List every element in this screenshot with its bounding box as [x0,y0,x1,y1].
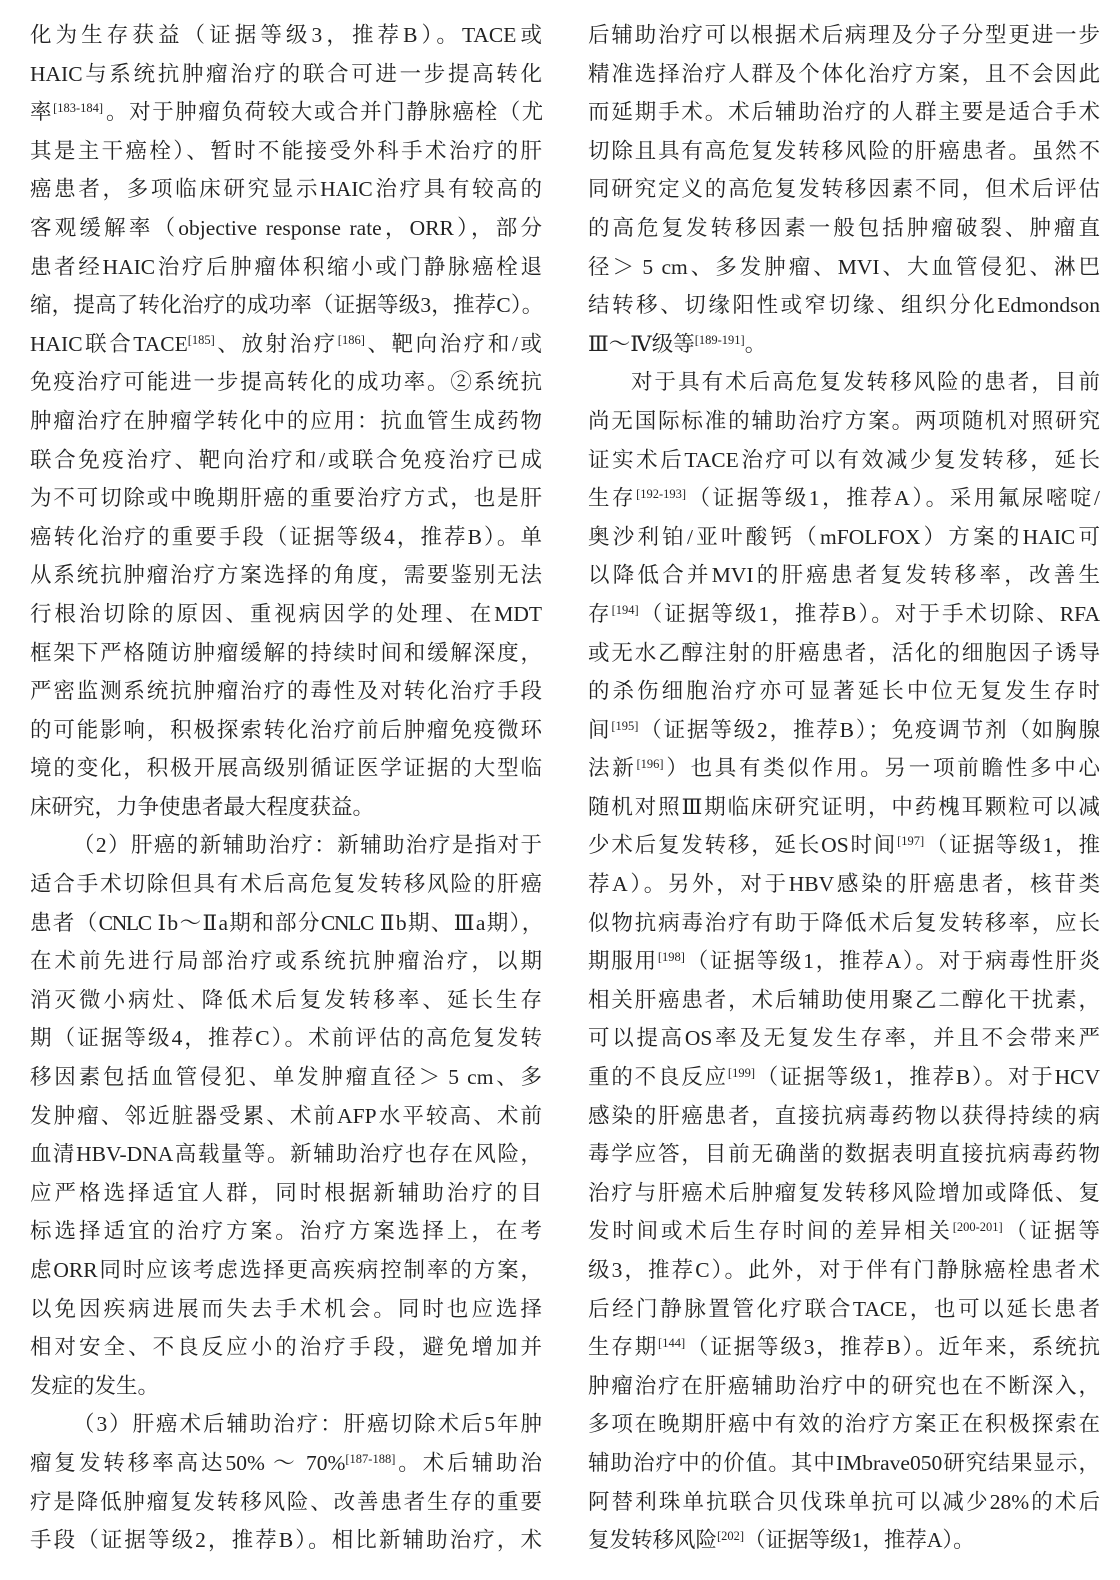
text-line: 客观缓解率（objective response rate，ORR），部分 [30,215,542,240]
text-line: 框架下严格随访肿瘤缓解的持续时间和缓解深度， [30,640,542,665]
text-line: 生存[192-193]（证据等级1，推荐A）。采用氟尿嘧啶/ [588,486,1100,511]
text-line: 消灭微小病灶、降低术后复发转移率、延长生存 [30,987,542,1012]
text-line: 切除且具有高危复发转移风险的肝癌患者。虽然不 [588,138,1100,163]
text-line: 相对安全、不良反应小的治疗手段，避免增加并 [30,1335,542,1360]
text-line: 同研究定义的高危复发转移因素不同，但术后评估 [588,177,1100,202]
text-line: 生存期[144]（证据等级3，推荐B）。近年来，系统抗 [588,1335,1100,1360]
text-line: 治疗与肝癌术后肿瘤复发转移风险增加或降低、复 [588,1180,1100,1205]
text-line: 标选择适宜的治疗方案。治疗方案选择上，在考 [30,1219,542,1244]
right-text-column [588,16,1100,1580]
text-line: 而延期手术。术后辅助治疗的人群主要是适合手术 [588,100,1100,125]
text-line: （3）肝癌术后辅助治疗：肝癌切除术后5年肿 [73,1412,542,1437]
text-line: 存[194]（证据等级1，推荐B）。对于手术切除、RFA [588,601,1100,626]
text-line: 率[183-184]。对于肿瘤负荷较大或合并门静脉癌栓（尤 [30,100,542,125]
text-line: 毒学应答，目前无确凿的数据表明直接抗病毒药物 [588,1142,1100,1167]
text-line: 可以提高OS率及无复发生存率，并且不会带来严 [588,1026,1100,1051]
text-line: 患者（CNLC Ⅰb～Ⅱa期和部分CNLC Ⅱb期、Ⅲa期）， [30,910,542,935]
text-line: 法新[196]）也具有类似作用。另一项前瞻性多中心 [588,756,1100,781]
text-line: 应严格选择适宜人群，同时根据新辅助治疗的目 [30,1180,542,1205]
text-line: 从系统抗肿瘤治疗方案选择的角度，需要鉴别无法 [30,563,542,588]
reference-superscript: [196] [636,757,664,772]
text-line: 血清HBV-DNA高载量等。新辅助治疗也存在风险， [30,1142,542,1167]
text-line: 适合手术切除但具有术后高危复发转移风险的肝癌 [30,872,542,897]
text-line: 以降低合并MVI的肝癌患者复发转移率，改善生 [588,563,1100,588]
text-line: 随机对照Ⅲ期临床研究证明，中药槐耳颗粒可以减 [588,794,1100,819]
reference-superscript: [202] [717,1529,745,1544]
text-line: 行根治切除的原因、重视病因学的处理、在MDT [30,601,542,626]
text-line: 的可能影响，积极探索转化治疗前后肿瘤免疫微环 [30,717,542,742]
text-line: 患者经HAIC治疗后肿瘤体积缩小或门静脉癌栓退 [30,254,542,279]
text-line: 后辅助治疗可以根据术后病理及分子分型更进一步 [588,23,1100,47]
text-line: 疗是降低肿瘤复发转移风险、改善患者生存的重要 [30,1489,542,1514]
text-line: 级3，推荐C）。此外，对于伴有门静脉癌栓患者术 [588,1258,1100,1282]
text-line: 癌转化治疗的重要手段（证据等级4，推荐B）。单 [30,524,542,549]
text-line: 境的变化，积极开展高级别循证医学证据的大型临 [30,756,542,781]
text-line: 手段（证据等级2，推荐B）。相比新辅助治疗，术 [30,1528,542,1553]
text-line: 为不可切除或中晚期肝癌的重要治疗方式，也是肝 [30,486,542,511]
reference-superscript: [195] [611,718,639,733]
reference-superscript: [186] [337,332,365,347]
text-line: 辅助治疗中的价值。其中IMbrave050研究结果显示， [588,1450,1100,1475]
text-line: 严密监测系统抗肿瘤治疗的毒性及对转化治疗手段 [30,679,542,704]
text-line: 癌患者，多项临床研究显示HAIC治疗具有较高的 [30,177,542,202]
text-line: 发时间或术后生存时间的差异相关[200-201]（证据等 [588,1219,1100,1244]
text-line: （2）肝癌的新辅助治疗：新辅助治疗是指对于 [73,833,542,858]
text-line: 似物抗病毒治疗有助于降低术后复发转移率，应长 [588,910,1100,935]
text-line: 移因素包括血管侵犯、单发肿瘤直径＞ 5 cm、多 [30,1065,542,1090]
text-line: 瘤复发转移率高达50% ～ 70%[187-188]。术后辅助治 [30,1450,542,1475]
text-line: 肿瘤治疗在肝癌辅助治疗中的研究也在不断深入， [588,1373,1100,1398]
reference-superscript: [187-188] [345,1451,396,1466]
text-line: 结转移、切缘阳性或窄切缘、组织分化Edmondson [588,293,1100,318]
reference-superscript: [189-191] [694,332,745,347]
text-line: 感染的肝癌患者，直接抗病毒药物以获得持续的病 [588,1103,1100,1128]
text-line: 相关肝癌患者，术后辅助使用聚乙二醇化干扰素， [588,987,1100,1012]
text-line: 虑ORR同时应该考虑选择更高疾病控制率的方案， [30,1258,542,1282]
reference-superscript: [194] [611,602,639,617]
text-line: 联合免疫治疗、靶向治疗和/或联合免疫治疗已成 [30,447,542,472]
text-line: 或无水乙醇注射的肝癌患者，活化的细胞因子诱导 [588,640,1100,665]
text-line: 复发转移风险[202]（证据等级1，推荐A）。 [588,1528,975,1553]
text-line: 缩，提高了转化治疗的成功率（证据等级3，推荐C）。 [30,293,542,318]
text-line: HAIC联合TACE[185]、放射治疗[186]、靶向治疗和/或 [30,331,542,356]
text-line: 以免因疾病进展而失去手术机会。同时也应选择 [30,1296,542,1321]
text-line: 其是主干癌栓）、暂时不能接受外科手术治疗的肝 [30,138,542,163]
text-line: Ⅲ～Ⅳ级等[189-191]。 [588,331,767,356]
text-line: 精准选择治疗人群及个体化治疗方案，且不会因此 [588,61,1100,86]
reference-superscript: [199] [727,1066,755,1081]
reference-superscript: [192-193] [636,487,687,502]
reference-superscript: [185] [187,332,215,347]
text-line: 荐A）。另外，对于HBV感染的肝癌患者，核苷类 [588,872,1100,897]
text-line: 床研究，力争使患者最大程度获益。 [30,794,375,819]
text-line: 发肿瘤、邻近脏器受累、术前AFP水平较高、术前 [30,1103,542,1128]
text-line: HAIC与系统抗肿瘤治疗的联合可进一步提高转化 [30,61,542,86]
text-line: 证实术后TACE治疗可以有效减少复发转移，延长 [588,447,1100,472]
reference-superscript: [200-201] [952,1220,1003,1235]
text-line: 肿瘤治疗在肿瘤学转化中的应用：抗血管生成药物 [30,408,542,433]
text-line: 重的不良反应[199]（证据等级1，推荐B）。对于HCV [588,1065,1100,1090]
text-line: 的高危复发转移因素一般包括肿瘤破裂、肿瘤直 [588,215,1100,240]
reference-superscript: [183-184] [53,101,104,116]
text-line: 免疫治疗可能进一步提高转化的成功率。②系统抗 [30,370,542,395]
reference-superscript: [144] [658,1336,686,1351]
text-line: 奥沙利铂/亚叶酸钙（mFOLFOX）方案的HAIC可 [588,524,1100,549]
reference-superscript: [197] [897,834,925,849]
text-line: 后经门静脉置管化疗联合TACE，也可以延长患者 [588,1296,1100,1321]
text-line: 在术前先进行局部治疗或系统抗肿瘤治疗，以期 [30,949,542,974]
left-text-column [30,16,542,1580]
text-line: 化为生存获益（证据等级3，推荐B）。TACE或 [30,23,542,47]
reference-superscript: [198] [657,950,685,965]
text-line: 阿替利珠单抗联合贝伐珠单抗可以减少28%的术后 [588,1489,1100,1514]
text-line: 的杀伤细胞治疗亦可显著延长中位无复发生存时 [588,679,1100,704]
text-line: 期（证据等级4，推荐C）。术前评估的高危复发转 [30,1026,542,1051]
text-line: 少术后复发转移，延长OS时间[197]（证据等级1，推 [588,833,1100,858]
text-line: 多项在晚期肝癌中有效的治疗方案正在积极探索在 [588,1412,1100,1437]
text-line: 对于具有术后高危复发转移风险的患者，目前 [631,370,1100,395]
text-line: 尚无国际标准的辅助治疗方案。两项随机对照研究 [588,408,1100,433]
text-line: 间[195]（证据等级2，推荐B）；免疫调节剂（如胸腺 [588,717,1100,742]
text-line: 径＞ 5 cm、多发肿瘤、MVI、大血管侵犯、淋巴 [588,254,1100,279]
text-line: 发症的发生。 [30,1373,160,1398]
text-line: 期服用[198]（证据等级1，推荐A）。对于病毒性肝炎 [588,949,1100,974]
